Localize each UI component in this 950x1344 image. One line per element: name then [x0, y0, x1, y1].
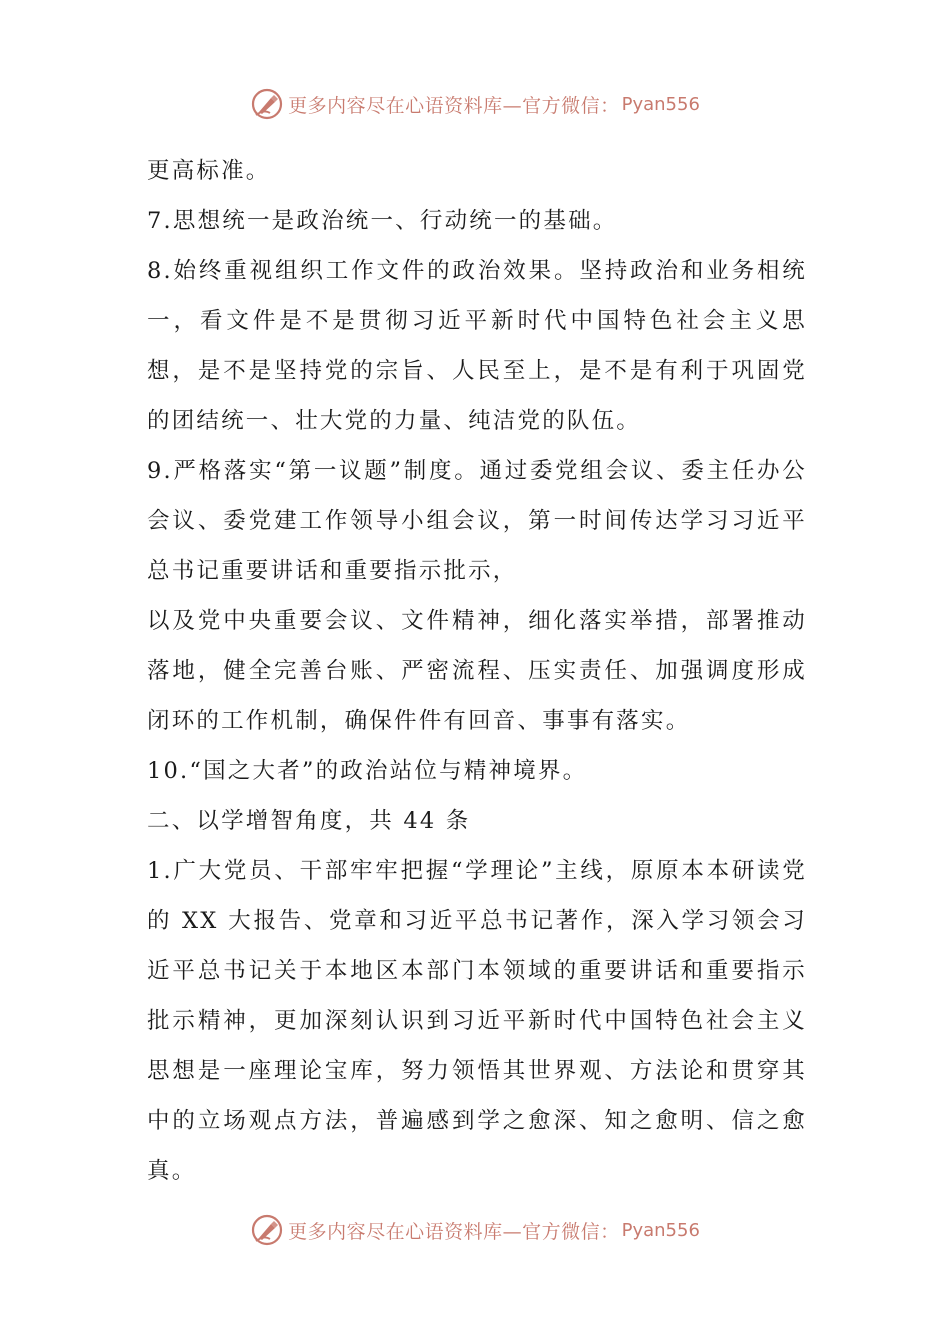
watermark-text: 更多内容尽在心语资料库—官方微信： [288, 1220, 620, 1243]
paragraph: 10.“国之大者”的政治站位与精神境界。 [147, 758, 588, 784]
paragraph: 更高标准。 [147, 158, 271, 184]
watermark-text: 更多内容尽在心语资料库—官方微信： [288, 94, 620, 117]
document-body [147, 146, 807, 1196]
watermark-wechat-id: Pyan556 [621, 93, 700, 115]
watermark-wechat-id: Pyan556 [621, 1219, 700, 1241]
paragraph: 1.广大党员、干部牢牢把握“学理论”主线，原原本本研读党的 XX 大报告、党章和习近平总书记著作，深入学习领会习近平总书记关于本地区本部门本领域的重要讲话和重要指示批示精神，更加深刻认识到习近平新时代中国特色社会主义思想是一座理论宝库，努力领悟其世界观、方法论和贯穿其中的立场观点方法，普遍感到学之愈深、知之愈明、信之愈真。 [147, 858, 807, 1184]
pen-nib-logo-icon [250, 1213, 284, 1247]
header-watermark [0, 84, 950, 124]
paragraph: 以及党中央重要会议、文件精神，细化落实举措，部署推动落地，健全完善台账、严密流程、压实责任、加强调度形成闭环的工作机制，确保件件有回音、事事有落实。 [147, 608, 807, 734]
paragraph: 7.思想统一是政治统一、行动统一的基础。 [147, 208, 618, 234]
pen-nib-logo-icon [250, 87, 284, 121]
paragraph: 8.始终重视组织工作文件的政治效果。坚持政治和业务相统一，看文件是不是贯彻习近平新时代中国特色社会主义思想，是不是坚持党的宗旨、人民至上，是不是有利于巩固党的团结统一、壮大党的力量、纯洁党的队伍。 [147, 258, 807, 434]
paragraph: 9.严格落实“第一议题”制度。通过委党组会议、委主任办公会议、委党建工作领导小组会议，第一时间传达学习习近平总书记重要讲话和重要指示批示， [147, 458, 807, 584]
footer-watermark [0, 1210, 950, 1250]
section-heading: 二、以学增智角度，共 44 条 [147, 808, 471, 834]
